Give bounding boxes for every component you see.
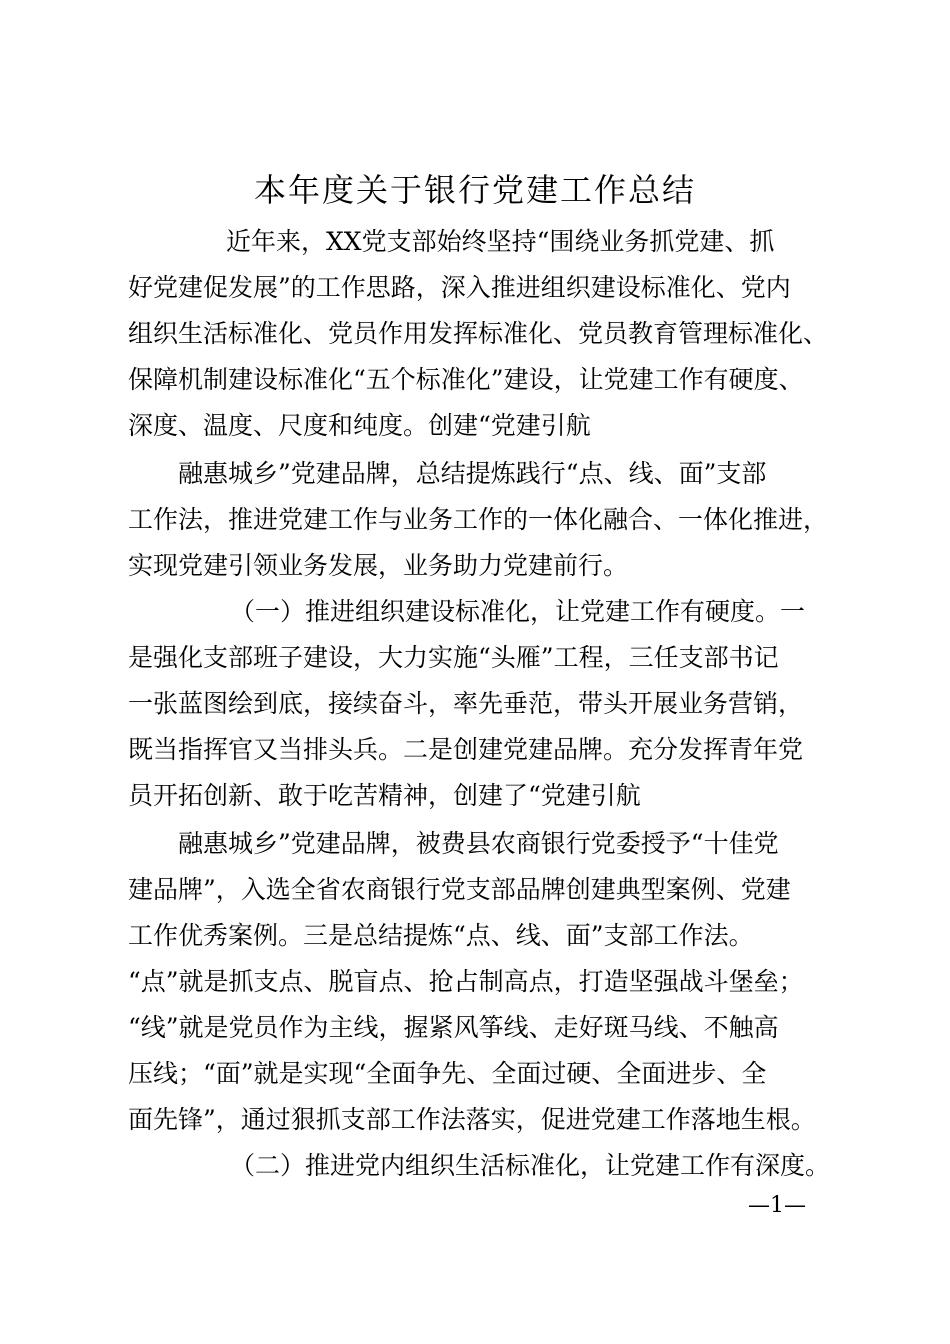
text-line: 近年来，XX党支部始终坚持“围绕业务抓党建、抓 xyxy=(226,227,775,256)
page-number: —1— xyxy=(748,1193,806,1218)
text-line: 保障机制建设标准化“五个标准化”建设，让党建工作有硬度、 xyxy=(128,365,804,394)
text-line: 既当指挥官又当排头兵。二是创建党建品牌。充分发挥青年党 xyxy=(128,735,804,764)
text-line: 一张蓝图绘到底，接续奋斗，率先垂范，带头开展业务营销， xyxy=(128,689,804,718)
text-line: 压线；“面”就是实现“全面争先、全面过硬、全面进步、全 xyxy=(128,1059,767,1088)
text-line: 建品牌”，入选全省农商银行党支部品牌创建典型案例、党建 xyxy=(128,875,791,904)
text-line: 工作优秀案例。三是总结提炼“点、线、面”支部工作法。 xyxy=(128,921,754,950)
text-line: 融惠城乡”党建品牌，被费县农商银行党委授予“十佳党 xyxy=(178,829,779,858)
section-heading-1: （一）推进组织建设标准化，让党建工作有硬度。一 xyxy=(230,597,806,626)
text-line: 员开拓创新、敢于吃苦精神，创建了“党建引航 xyxy=(128,781,641,810)
text-line: “点”就是抓支点、脱盲点、抢占制高点，打造坚强战斗堡垒； xyxy=(128,967,804,996)
text-line: 实现党建引领业务发展，业务助力党建前行。 xyxy=(128,551,629,580)
text-line: 工作法，推进党建工作与业务工作的一体化融合、一体化推进， xyxy=(128,505,829,534)
section-heading-2: （二）推进党内组织生活标准化，让党建工作有深度。 xyxy=(230,1151,831,1180)
text-line: 好党建促发展”的工作思路，深入推进组织建设标准化、党内 xyxy=(128,273,791,302)
text-line: 组织生活标准化、党员作用发挥标准化、党员教育管理标准化、 xyxy=(128,319,829,348)
text-line: 是强化支部班子建设，大力实施“头雁”工程，三任支部书记 xyxy=(128,643,779,672)
text-line: 深度、温度、尺度和纯度。创建“党建引航 xyxy=(128,411,591,440)
text-line: “线”就是党员作为主线，握紧风筝线、走好斑马线、不触高 xyxy=(128,1013,779,1042)
document-title: 本年度关于银行党建工作总结 xyxy=(253,171,696,209)
text-line: 面先锋”，通过狠抓支部工作法落实，促进党建工作落地生根。 xyxy=(128,1105,816,1134)
text-line: 融惠城乡”党建品牌，总结提炼践行“点、线、面”支部 xyxy=(178,459,767,488)
